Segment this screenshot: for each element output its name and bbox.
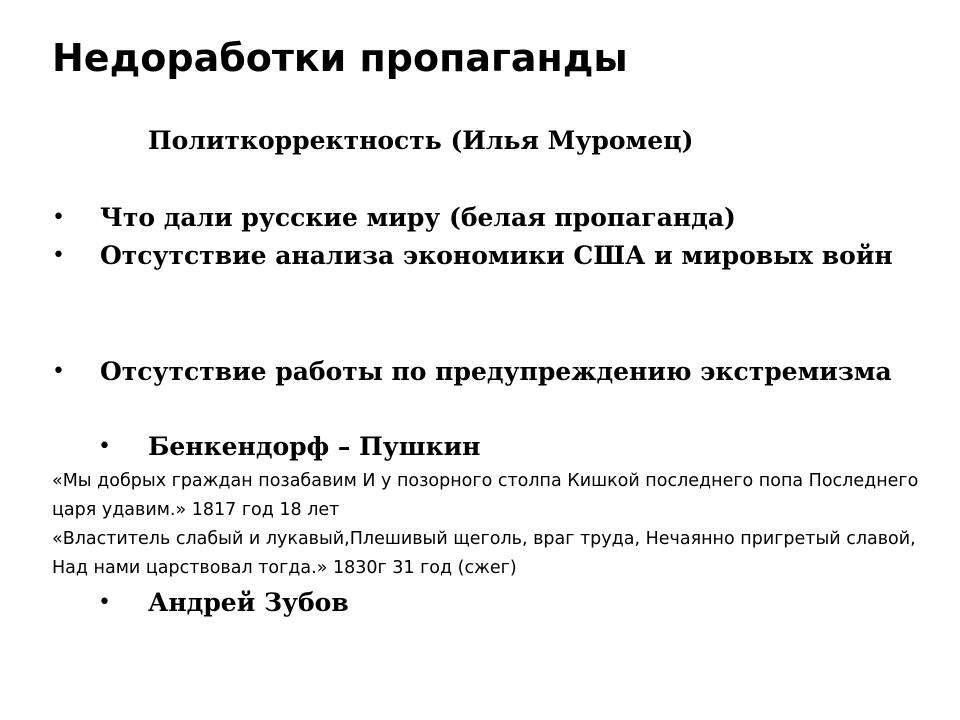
sub-bullet-text: Андрей Зубов <box>148 588 349 617</box>
slide-subtitle: Политкорректность (Илья Муромец) <box>148 126 694 155</box>
bullet-item <box>52 237 932 275</box>
sub-bullet-text: Бенкендорф – Пушкин <box>148 432 481 461</box>
bullet-item <box>52 199 932 237</box>
bullet-icon: • <box>98 590 111 615</box>
quote-text: «Мы добрых граждан позабавим И у позорного столпа Кишкой последнего попа Последнего царя удавим.» 1817 год 18 лет <box>52 471 919 520</box>
bullet-icon: • <box>52 243 65 268</box>
bullet-item <box>52 353 932 391</box>
bullet-icon: • <box>98 434 111 459</box>
slide-title: Недоработки пропаганды <box>52 36 628 80</box>
bullet-text: Отсутствие анализа экономики США и мировых войн <box>100 241 893 270</box>
bullet-text: Что дали русские миру (белая пропаганда) <box>100 203 736 232</box>
bullet-icon: • <box>52 359 65 384</box>
quote-text: «Властитель слабый и лукавый,Плешивый щеголь, враг труда, Нечаянно пригретый славой, Над нами царствовал тогда.» 1830г 31 год (сжег) <box>52 529 916 578</box>
sub-bullet-item <box>98 429 480 465</box>
sub-bullet-item <box>98 585 349 621</box>
bullet-icon: • <box>52 205 65 230</box>
bullet-text: Отсутствие работы по предупреждению экстремизма <box>100 357 892 386</box>
